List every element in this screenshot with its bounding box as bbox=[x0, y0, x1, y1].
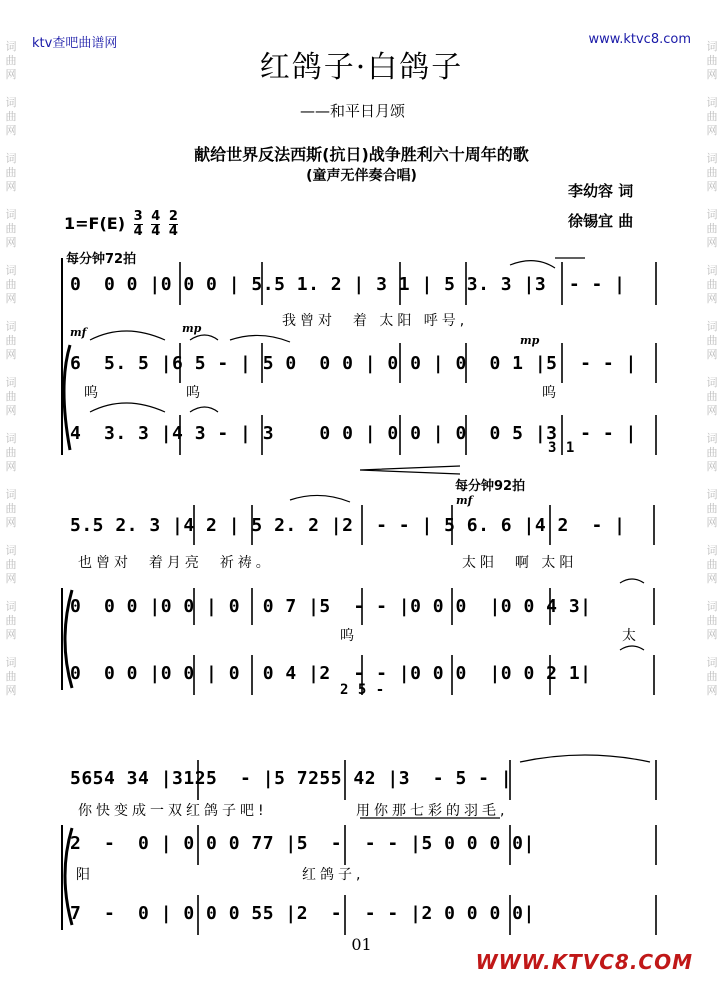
site-url-right: www.ktvc8.com bbox=[588, 32, 691, 47]
dynamic-mf-1: mf bbox=[70, 326, 87, 339]
system2-lyrics: 也曾对 着月亮 祈祷。 bbox=[78, 555, 274, 571]
system2-bass-chord: 2 5 - bbox=[340, 682, 385, 698]
system1-bass-chord: 3 1 bbox=[548, 440, 575, 456]
system3-lyrics-b: 用你那七彩的羽毛, bbox=[356, 803, 509, 819]
system2-lyrics-b: 太阳 啊 太阳 bbox=[462, 555, 578, 571]
system2-alto: 0 0 0 |0 0 | 0 0 7 |5 - - |0 0 0 |0 0 4 3| bbox=[70, 596, 592, 617]
dynamic-mp-1: mp bbox=[182, 322, 202, 335]
key-label: 1=F(E) bbox=[64, 214, 126, 233]
system1-lyrics: 我曾对 着 太阳 呼号, bbox=[282, 313, 469, 329]
meter-2: $\frac{4}{4}$ bbox=[151, 209, 161, 239]
song-title: 红鸽子·白鸽子 bbox=[259, 50, 464, 85]
bottom-watermark: WWW.KTVC8.COM bbox=[475, 950, 693, 974]
system3-alto-lyric-b: 红鸽子, bbox=[302, 867, 365, 883]
system3-alto: 2 - 0 | 0 0 0 77 |5 - - - |5 0 0 0 0| bbox=[70, 833, 535, 854]
page-number: 01 bbox=[351, 935, 372, 954]
site-name-left: ktv查吧曲谱网 bbox=[32, 36, 118, 51]
system3-bass: 7 - 0 | 0 0 0 55 |2 - - - |2 0 0 0 0| bbox=[70, 903, 535, 924]
dynamic-mp-2: mp bbox=[520, 334, 540, 347]
system2-melody: 5.5 2. 3 |4 2 | 5 2. 2 |2 - - | 5 6. 6 |4 2 - | bbox=[70, 515, 626, 536]
margin-watermark-right: 词曲网 词曲网 词曲网 词曲网 词曲网 词曲网 词曲网 词曲网 词曲网 词曲网 词曲网 词曲网 bbox=[706, 40, 718, 697]
system1-bass: 4 3. 3 |4 3 - | 3 0 0 | 0 0 | 0 0 5 |3 - - | bbox=[70, 423, 637, 444]
meter-1: $\frac{3}{4}$ bbox=[133, 209, 143, 239]
performance-note: (童声无伴奏合唱) bbox=[306, 168, 417, 184]
system2-alto-lyric-b: 太 bbox=[622, 628, 640, 644]
system1-alto: 6 5. 5 |6 5 - | 5 0 0 0 | 0 0 | 0 0 1 |5 - - | bbox=[70, 353, 637, 374]
song-subtitle: ——和平日月颂 bbox=[300, 102, 406, 120]
margin-watermark-left: 词曲网 词曲网 词曲网 词曲网 词曲网 词曲网 词曲网 词曲网 词曲网 词曲网 词曲网 词曲网 bbox=[5, 40, 17, 697]
dedication-text: 献给世界反法西斯(抗日)战争胜利六十周年的歌 bbox=[194, 145, 529, 164]
system1-alto-lyric-b: 呜 bbox=[186, 385, 204, 401]
tempo-marking-2: 每分钟92拍 bbox=[455, 479, 526, 494]
system2-alto-lyric: 呜 bbox=[340, 628, 358, 644]
composer-credit: 徐锡宜 曲 bbox=[568, 212, 634, 230]
system2-bass: 0 0 0 |0 0 | 0 0 4 |2 - - |0 0 0 |0 0 2 1| bbox=[70, 663, 592, 684]
system3-alto-lyric: 阳 bbox=[76, 867, 94, 883]
system3-melody: 5654 34 |3125 - |5 7255 42 |3 - 5 - | bbox=[70, 768, 513, 789]
lyricist-credit: 李幼容 词 bbox=[568, 182, 634, 200]
system1-melody: 0 0 0 |0 0 0 | 5.5 1. 2 | 3 1 | 5 3. 3 |3 - - | bbox=[70, 274, 626, 295]
tempo-marking-1: 每分钟72拍 bbox=[66, 252, 137, 267]
key-signature bbox=[64, 210, 178, 239]
dynamic-mf-2: mf bbox=[456, 494, 473, 507]
system1-alto-lyric-a: 呜 bbox=[84, 385, 102, 401]
system3-lyrics: 你快变成一双红鸽子吧! bbox=[78, 803, 268, 819]
system1-alto-lyric-c: 呜 bbox=[542, 385, 560, 401]
meter-3: $\frac{2}{4}$ bbox=[168, 209, 178, 239]
